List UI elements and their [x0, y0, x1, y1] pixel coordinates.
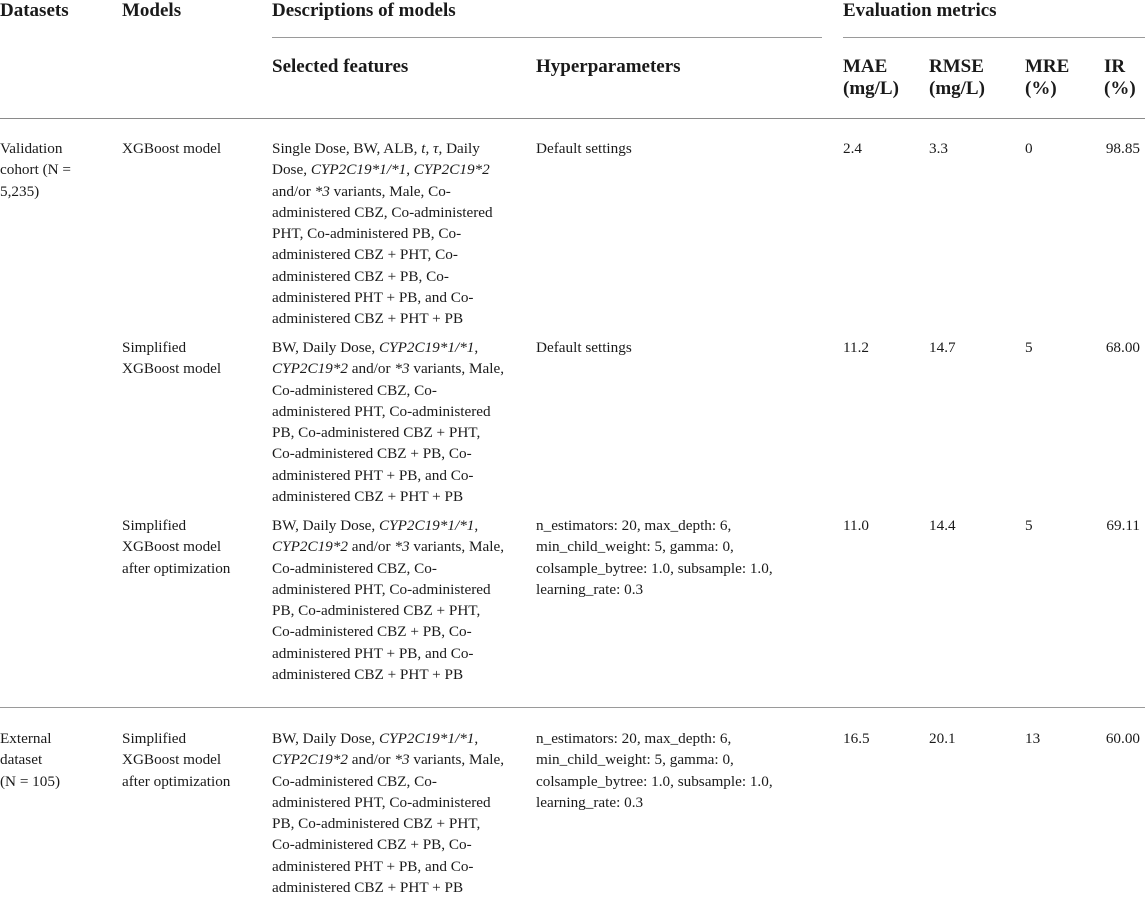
- features-line: PB, Co-administered CBZ + PHT,: [272, 602, 481, 620]
- model-line: Simplified: [122, 339, 187, 356]
- model-line: XGBoost model: [122, 751, 222, 769]
- row-3-hyper-cell: [536, 515, 826, 600]
- header-mre: [1025, 56, 1069, 100]
- features-line: administered PHT, Co-administered: [272, 402, 491, 420]
- row-4-dataset-cell: [0, 728, 115, 792]
- header-ir-line1: IR: [1104, 56, 1126, 77]
- row-3-mre-cell: 5: [1025, 517, 1033, 534]
- row-3-model-cell: [122, 515, 267, 579]
- row-2-ir-cell: 68.00: [1105, 339, 1140, 356]
- features-line: administered CBZ + PHT + PB: [272, 666, 464, 684]
- header-descriptions: Descriptions of models: [272, 0, 456, 21]
- header-datasets: Datasets: [0, 0, 69, 21]
- row-3-mae-cell: 11.0: [843, 517, 870, 534]
- dataset-line: External: [0, 730, 52, 747]
- model-line: XGBoost model: [122, 538, 222, 556]
- features-line: administered PHT + PB, and Co-: [272, 466, 474, 484]
- row-4-hyper-cell: [536, 728, 826, 813]
- features-line: administered CBZ + PHT, Co-: [272, 246, 458, 264]
- header-mae-line2: (mg/L): [843, 78, 899, 99]
- row-4-model-cell: [122, 728, 267, 792]
- dataset-line: (N = 105): [0, 772, 61, 790]
- features-line: Co-administered CBZ, Co-: [272, 559, 437, 577]
- header-rmse: [929, 56, 985, 100]
- features-line: BW, Daily Dose, CYP2C19*1/*1,: [272, 517, 479, 534]
- features-line: administered PHT, Co-administered: [272, 580, 491, 598]
- features-line: BW, Daily Dose, CYP2C19*1/*1,: [272, 730, 479, 747]
- hyper-line: colsample_bytree: 1.0, subsample: 1.0,: [536, 772, 773, 790]
- header-mae-line1: MAE: [843, 56, 888, 77]
- row-4-rmse-cell: 20.1: [929, 730, 956, 747]
- model-line: Simplified: [122, 517, 187, 534]
- features-line: Co-administered CBZ + PB, Co-: [272, 445, 472, 463]
- header-evaluation-metrics: Evaluation metrics: [843, 0, 997, 21]
- features-line: and/or *3 variants, Male, Co-: [272, 182, 451, 200]
- features-line: PHT, Co-administered PB, Co-: [272, 225, 462, 243]
- features-line: PB, Co-administered CBZ + PHT,: [272, 424, 481, 442]
- header-bottom-rule: [0, 118, 1145, 119]
- row-4-mre-cell: 13: [1025, 730, 1041, 747]
- features-line: Co-administered CBZ, Co-: [272, 381, 437, 399]
- hyper-line: Default settings: [536, 140, 632, 157]
- row-1-ir-cell: 98.85: [1105, 140, 1140, 157]
- features-line: Co-administered CBZ, Co-: [272, 772, 437, 790]
- model-line: after optimization: [122, 559, 231, 577]
- features-line: PB, Co-administered CBZ + PHT,: [272, 815, 481, 833]
- row-1-hyper-cell: [536, 138, 826, 159]
- header-hyperparameters: Hyperparameters: [536, 56, 681, 77]
- model-line: after optimization: [122, 772, 231, 790]
- row-1-dataset-cell: [0, 138, 115, 202]
- header-rmse-line2: (mg/L): [929, 78, 985, 99]
- row-4-mae-cell: 16.5: [843, 730, 870, 747]
- features-line: administered PHT + PB, and Co-: [272, 644, 474, 662]
- hyper-line: min_child_weight: 5, gamma: 0,: [536, 538, 734, 556]
- header-models: Models: [122, 0, 182, 21]
- header-selected-features: Selected features: [272, 56, 409, 77]
- row-4-ir-cell: 60.00: [1105, 730, 1140, 747]
- header-divider-metrics: [843, 37, 1145, 38]
- row-1-mre-cell: 0: [1025, 140, 1033, 157]
- features-line: administered CBZ + PHT + PB: [272, 879, 464, 897]
- features-line: Dose, CYP2C19*1/*1, CYP2C19*2: [272, 161, 490, 179]
- hyper-line: learning_rate: 0.3: [536, 793, 644, 811]
- hyper-line: min_child_weight: 5, gamma: 0,: [536, 751, 734, 769]
- header-rmse-line1: RMSE: [929, 56, 984, 77]
- row-4-features-cell: [272, 728, 532, 898]
- features-line: administered CBZ + PHT + PB: [272, 310, 464, 328]
- features-line: administered PHT + PB, and Co-: [272, 289, 474, 307]
- features-line: administered CBZ + PB, Co-: [272, 267, 449, 285]
- model-line: Simplified: [122, 730, 187, 747]
- header-ir: [1104, 56, 1136, 100]
- features-line: Single Dose, BW, ALB, t, τ, Daily: [272, 140, 480, 157]
- row-2-mae-cell: 11.2: [843, 339, 870, 356]
- hyper-line: learning_rate: 0.3: [536, 580, 644, 598]
- dataset-line: Validation: [0, 140, 63, 157]
- header-mre-line2: (%): [1025, 78, 1057, 99]
- features-line: administered CBZ, Co-administered: [272, 203, 493, 221]
- model-line: XGBoost model: [122, 360, 222, 378]
- features-line: CYP2C19*2 and/or *3 variants, Male,: [272, 538, 505, 556]
- features-line: CYP2C19*2 and/or *3 variants, Male,: [272, 360, 505, 378]
- header-mre-line1: MRE: [1025, 56, 1070, 77]
- row-1-rmse-cell: 3.3: [929, 140, 948, 157]
- dataset-line: dataset: [0, 751, 43, 769]
- features-line: administered PHT + PB, and Co-: [272, 857, 474, 875]
- row-2-hyper-cell: [536, 337, 826, 358]
- hyper-line: colsample_bytree: 1.0, subsample: 1.0,: [536, 559, 773, 577]
- row-3-ir-cell: 69.11: [1106, 517, 1140, 534]
- features-line: BW, Daily Dose, CYP2C19*1/*1,: [272, 339, 479, 356]
- section-divider-rule: [0, 707, 1145, 708]
- header-divider-descriptions: [272, 37, 822, 38]
- features-line: CYP2C19*2 and/or *3 variants, Male,: [272, 751, 505, 769]
- row-2-features-cell: [272, 337, 532, 507]
- features-line: administered PHT, Co-administered: [272, 793, 491, 811]
- features-line: administered CBZ + PHT + PB: [272, 488, 464, 506]
- features-line: Co-administered CBZ + PB, Co-: [272, 836, 472, 854]
- dataset-line: cohort (N =: [0, 161, 71, 179]
- row-2-mre-cell: 5: [1025, 339, 1033, 356]
- hyper-line: n_estimators: 20, max_depth: 6,: [536, 730, 732, 747]
- row-1-features-cell: [272, 138, 532, 330]
- dataset-line: 5,235): [0, 182, 40, 200]
- hyper-line: n_estimators: 20, max_depth: 6,: [536, 517, 732, 534]
- model-line: XGBoost model: [122, 140, 222, 157]
- row-2-rmse-cell: 14.7: [929, 339, 956, 356]
- row-1-mae-cell: 2.4: [843, 140, 862, 157]
- hyper-line: Default settings: [536, 339, 632, 356]
- row-1-model-cell: [122, 138, 267, 159]
- row-3-rmse-cell: 14.4: [929, 517, 956, 534]
- row-2-model-cell: [122, 337, 267, 380]
- header-mae: [843, 56, 899, 100]
- features-line: Co-administered CBZ + PB, Co-: [272, 623, 472, 641]
- row-3-features-cell: [272, 515, 532, 685]
- header-ir-line2: (%): [1104, 78, 1136, 99]
